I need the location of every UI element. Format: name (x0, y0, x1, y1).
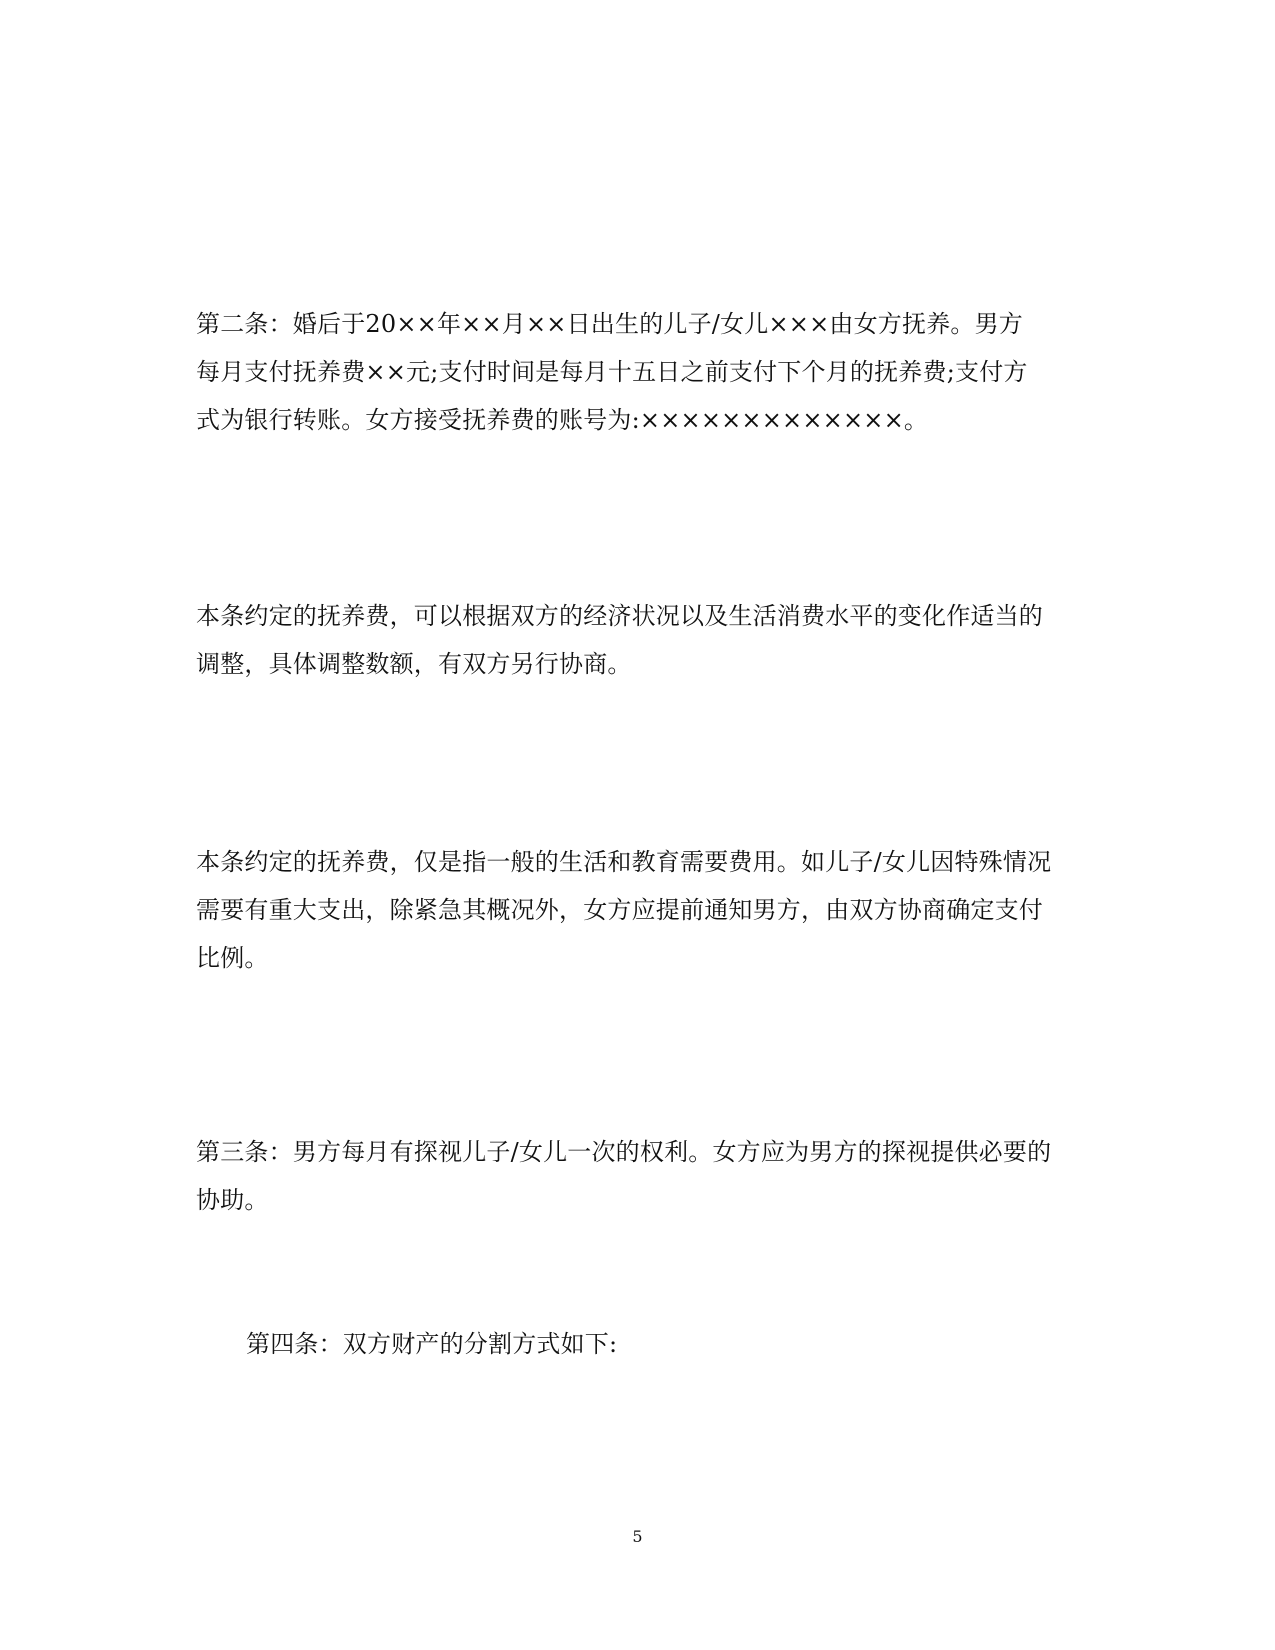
paragraph-article-3-visitation (196, 1128, 1051, 1224)
text-line: 式为银行转账。女方接受抚养费的账号为:×××××××××××××。 (196, 406, 929, 434)
paragraph-article-2-custody (196, 300, 1028, 444)
text-line: 第二条：婚后于20××年××月××日出生的儿子/女儿×××由女方抚养。男方 (196, 310, 1024, 338)
text-line: 本条约定的抚养费，仅是指一般的生活和教育需要费用。如儿子/女儿因特殊情况 (196, 848, 1052, 876)
text-line: 比例。 (196, 944, 269, 972)
text-line: 需要有重大支出，除紧急其概况外，女方应提前通知男方，由双方协商确定支付 (196, 896, 1043, 924)
text-line: 第四条：双方财产的分割方式如下: (246, 1330, 618, 1358)
text-line: 调整，具体调整数额，有双方另行协商。 (196, 650, 632, 678)
text-line: 协助。 (196, 1186, 269, 1214)
paragraph-support-scope (196, 838, 1051, 982)
paragraph-article-4-property (246, 1320, 617, 1368)
text-line: 第三条：男方每月有探视儿子/女儿一次的权利。女方应为男方的探视提供必要的 (196, 1138, 1052, 1166)
text-line: 每月支付抚养费××元;支付时间是每月十五日之前支付下个月的抚养费;支付方 (196, 358, 1028, 386)
text-line: 本条约定的抚养费，可以根据双方的经济状况以及生活消费水平的变化作适当的 (196, 602, 1043, 630)
page-number: 5 (632, 1527, 643, 1546)
paragraph-support-adjustment (196, 592, 1043, 688)
